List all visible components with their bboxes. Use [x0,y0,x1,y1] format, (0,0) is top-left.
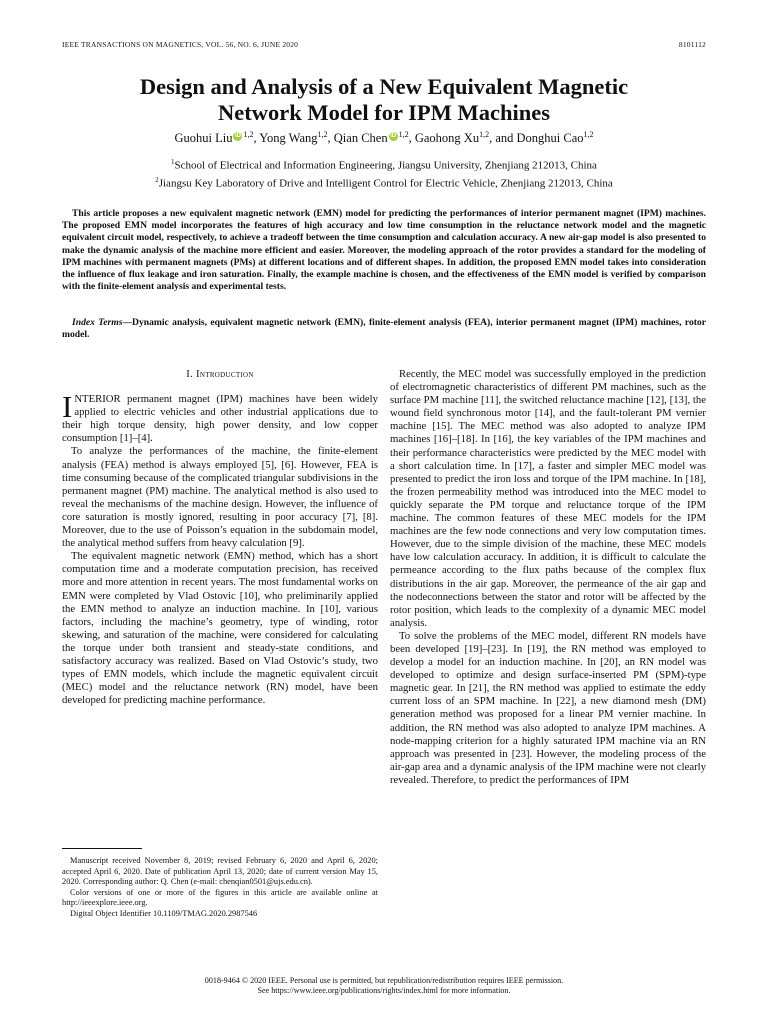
orcid-icon[interactable]: iD [390,133,397,139]
section-heading [62,368,378,381]
right-column [390,368,706,787]
author-affiliation-sup: 1,2 [583,130,594,139]
title-line-1: Design and Analysis of a New Equivalent Magnetic [139,74,629,99]
author [517,131,594,145]
footnote-doi: Digital Object Identifier 10.1109/TMAG.2020.2987546 [70,908,258,918]
title-line-2: Network Model for IPM Machines [217,100,551,125]
copyright-line-1: 0018-9464 © 2020 IEEE. Personal use is permitted, but republication/redistribution requires IEEE permission. [204,976,564,985]
author-affiliation-sup: 1,2 [317,130,328,139]
author-list: Guohui Liu iD $^{1,2}$, Yong Wang$^{1,2}$, Qian Chen iD $^{1,2}$, Gaohong Xu$^{1,2}$, and Donghui Cao$^{1,2}$ [174,130,594,146]
author-affiliation-sup: 1,2 [398,130,409,139]
affiliation-1-sup: 1 [171,158,175,166]
footnote-rule [62,848,142,849]
index-terms: Index Terms—Dynamic analysis, equivalent magnetic network (EMN), finite-element analysis (FEA), interior permanent magnet (IPM) machines, rotor model. [62,317,706,341]
author-name: Guohui Liu [174,131,233,146]
copyright-line-2: See https://www.ieee.org/publications/rights/index.html for more information. [257,986,511,996]
author [259,131,327,145]
affiliation-2-text: Jiangsu Key Laboratory of Drive and Intelligent Control for Electric Vehicle, Zhenjiang 212013, China [158,177,613,190]
intro-paragraph-5: To solve the problems of the MEC model, different RN models have been developed [19]–[23]. In [19], the RN method was employed to develop a model for an induction machine. In [20], an RN model was developed to optimize and design surface-inserted PM (SPM)-type magnetic gear. In [21], the RN method was applied to estimate the eddy current loss of an SPM machine. In [22], a new diamond mesh (DM) generation method was proposed for a linear PM vernier machine. In addition, the RN method was also adopted to analyze IPM machines. A node-mapping criterion for a highly saturated IPM machine via an RN approach was presented in [23]. However, the modeling process of the air-gap area and a dynamic analysis of the IPM machine were not clearly revealed. Therefore, to predict the performances of IPM [390,629,706,786]
orcid-icon[interactable]: iD [234,133,241,139]
intro-paragraph-4: Recently, the MEC model was successfully employed in the prediction of electromagnetic characteristics of different PM machines, such as the surface PM machine [11], the switched reluctance machine [12], [13], the wound field synchronous motor [14], and the fault-tolerant PM vernier machine [15]. The MEC method was also adopted to analyze IPM machines [16]–[18]. In [16], the key variables of the IPM machines and their performance characteristics were predicted by the MEC model with a short calculation time. In [17], a faster and simpler MEC model was presented to predict the iron loss and torque of the IPM machine. In [18], the frozen permeability method was introduced into the MEC model to quickly separate the PM torque and reluctance torque of the IPM machine. The common features of these MEC models for the IPM machines are the few node connections and very low computation times. However, due to the simple division of the machine, these MEC models have low calculation accuracy. In addition, it is difficult to calculate the permeance according to the flux paths because of the complex flux distributions in the air gap. Moreover, the permeance of the air gap and the nodeconnections between the stator and rotor will be affected by the rotor position, which leads to the complexity of a dynamic MEC model analysis. [390,368,706,629]
article-number: 8101112 [678,40,706,49]
section-number: I. [186,368,194,380]
index-terms-label: Index Terms [72,317,123,328]
left-column [62,368,378,707]
journal-name: IEEE TRANSACTIONS ON MAGNETICS, VOL. 56, NO. 6, JUNE 2020 [62,40,299,49]
footnote [62,856,378,920]
author-name: Gaohong Xu [414,131,480,146]
running-header [62,40,706,49]
intro-paragraph-3: The equivalent magnetic network (EMN) method, which has a short computation time and a moderate computation precision, has received more and more attention in recent years. The most fundamental works on EMN were completed by Vlad Ostovic [10], who preliminarily applied the EMN method to analyze an induction machine. In [10], various factors, including the machine’s geometry, type of winding, rotor skewing, and saturation of the machine, were considered for calculating the torque under both transient and steady-state conditions, and satisfactory accuracy was realized. Based on Vlad Ostovic’s study, two types of EMN models, which include the magnetic equivalent circuit (MEC) model and the reluctance network (RN) model, have been developed for predicting machine performance. [62,550,378,707]
author [415,131,489,145]
author-affiliation-sup: 1,2 [243,130,254,139]
author-affiliation-sup: 1,2 [479,130,490,139]
footnote-manuscript: Manuscript received November 8, 2019; revised February 6, 2020 and April 6, 2020; accepted April 6, 2020. Date of publication April 13, 2020; date of current version May 15, 2020. Corresponding author: Q. Chen (e-mail: chenqian0501@ujs.edu.cn). [62,856,378,887]
intro-paragraph-1-text: NTERIOR permanent magnet (IPM) machines have been widely applied to electric vehicles and other industrial applications due to their high torque density, high power density, and low copper consumption [1]–[4]. [62,393,378,445]
abstract: This article proposes a new equivalent magnetic network (EMN) model for predicting the performances of interior permanent magnet (IPM) machines. The proposed EMN model incorporates the features of high accuracy and low time consumption in the reluctance network model and the magnetic equivalent circuit model, respectively, to achieve a tradeoff between the time consumption and calculation accuracy. A new air-gap model is also presented to make the dynamic analysis of the machine more efficient and easier. Moreover, the modeling approach of the rotor provides a standard for the modeling of IPM machines with permanent magnets (PMs) at different locations and of different shapes. In addition, the proposed EMN model takes into consideration the influence of flux leakage and iron saturation. Finally, the example machine is chosen, and the effectiveness of the EMN model is verified by comparison with the finite-element analysis and experimental tests. [62,208,706,293]
affiliation-2 [0,176,768,190]
footnote-color: Color versions of one or more of the figures in this article are available online at http://ieeexplore.ieee.org. [62,887,378,908]
copyright-notice [0,976,768,997]
section-title: Introduction [196,368,254,380]
author-name: Qian Chen [333,131,388,146]
author [334,131,409,145]
author-name: Donghui Cao [516,131,584,146]
author [174,131,253,145]
intro-paragraph-2: To analyze the performances of the machine, the finite-element analysis (FEA) method is always employed [5], [6]. However, FEA is time consuming because of the complicated triangular subdivisions in the permanent magnet (PM) machine. The analytical method is also used to reveal the mechanisms of the machine design. However, the influence of core saturation is mostly ignored, resulting in poor accuracy [7], [8]. Moreover, due to the use of Poisson’s equation in the subdomain model, the analytical method suffers from heavy calculation [9]. [62,445,378,550]
author-name: Yong Wang [259,131,318,146]
affiliation-2-sup: 2 [155,176,159,184]
index-terms-text: Dynamic analysis, equivalent magnetic network (EMN), finite-element analysis (FEA), interior permanent magnet (IPM) machines, rotor model. [62,317,706,341]
affiliation-1 [0,158,768,172]
affiliation-1-text: School of Electrical and Information Engineering, Jiangsu University, Zhenjiang 212013, China [174,159,597,172]
drop-cap: I [62,389,73,425]
paper-title [0,74,768,126]
intro-paragraph-1 [62,389,378,445]
